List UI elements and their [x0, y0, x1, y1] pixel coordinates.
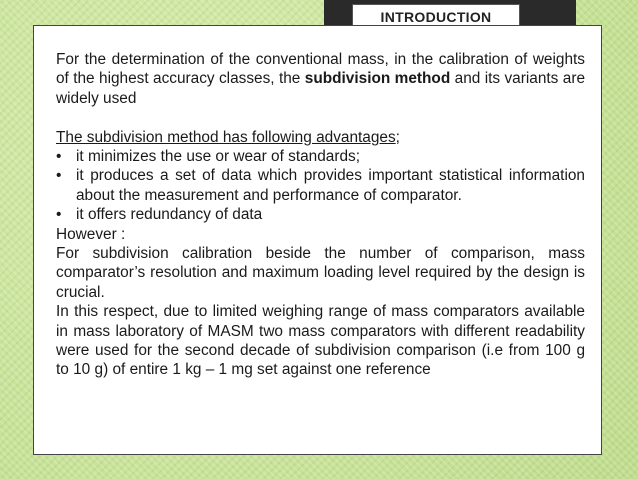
- slide-title: INTRODUCTION: [352, 4, 520, 29]
- paragraph-comparators: In this respect, due to limited weighing range of mass comparators available in mass laboratory of MASM two mass comparators with different readability were used for the second decade of subdivision comparison (i.e from 100 g to 10 g) of entire 1 kg – 1 mg set against one reference: [56, 303, 585, 379]
- list-item-text: it minimizes the use or wear of standards;: [76, 148, 360, 166]
- list-item: [56, 166, 585, 205]
- list-item: [56, 147, 585, 166]
- bullet: •: [56, 206, 62, 224]
- paragraph-subdivision: For subdivision calibration beside the number of comparison, mass comparator’s resolution and maximum loading level required by the design is crucial.: [56, 245, 585, 301]
- advantages-heading-line: [56, 128, 585, 147]
- bullet: •: [56, 148, 62, 166]
- list-item-text: it produces a set of data which provides important statistical information about the measurement and performance of comparator.: [76, 167, 585, 204]
- however-line: However :: [56, 225, 126, 243]
- blank-line: [56, 108, 585, 127]
- intro-text-2: and its variants are widely used: [56, 70, 586, 107]
- content-box: [33, 25, 602, 455]
- advantages-list: [56, 147, 585, 225]
- advantages-heading-suffix: ;: [395, 128, 400, 146]
- list-item: [56, 205, 585, 224]
- advantages-heading: The subdivision method has following advantages: [56, 128, 396, 146]
- intro-paragraph: [56, 50, 585, 108]
- bullet: •: [56, 167, 62, 185]
- list-item-text: it offers redundancy of data: [76, 206, 263, 224]
- intro-bold-term: subdivision method: [304, 70, 451, 88]
- intro-text-1: For the determination of the conventional mass, in the calibration of weights of the highest accuracy classes, the: [56, 51, 585, 88]
